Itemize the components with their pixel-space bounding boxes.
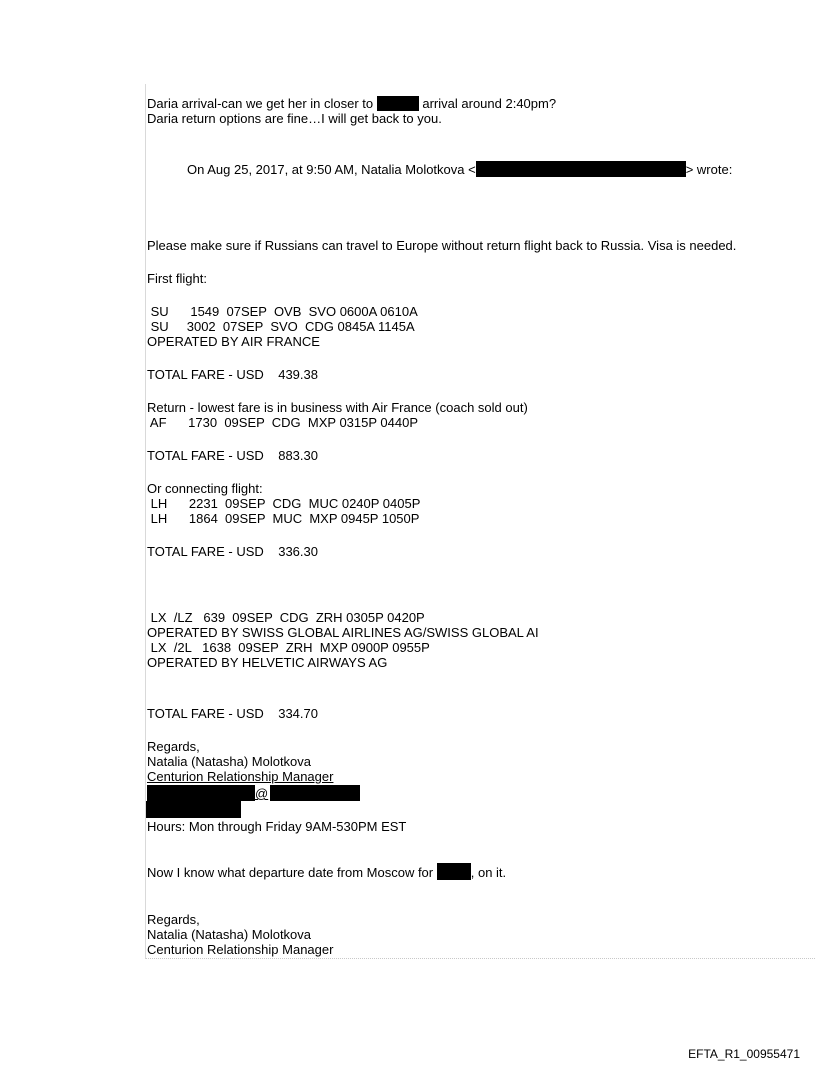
signature-title: Centurion Relationship Manager [147,769,334,784]
signature-regards: Regards, [147,739,200,754]
quote-header [187,161,732,177]
flight-segment: LH 1864 09SEP MUC MXP 0945P 1050P [147,511,420,526]
flight-segment: LH 2231 09SEP CDG MUC 0240P 0405P [147,496,421,511]
redaction-block [270,785,360,801]
email-at-sign: @ [255,786,269,801]
redacted-email-address [476,161,686,177]
signature-regards: Regards, [147,912,200,927]
document-id: EFTA_R1_00955471 [688,1047,800,1061]
operated-by: OPERATED BY AIR FRANCE [147,334,320,349]
redacted-email-line [147,785,360,801]
flight-segment: SU 3002 07SEP SVO CDG 0845A 1145A [147,319,415,334]
redaction-block [146,801,241,818]
departure-note-end: , on it. [470,865,507,880]
quote-header-end: > wrote: [685,162,733,177]
departure-note [147,863,506,880]
flight-segment: SU 1549 07SEP OVB SVO 0600A 0610A [147,304,418,319]
connecting-flight-heading: Or connecting flight: [147,481,263,496]
reply-line-1-start: Daria arrival-can we get her in closer to [147,96,377,111]
flight-segment: LX /2L 1638 09SEP ZRH MXP 0900P 0955P [147,640,430,655]
flight-segment: LX /LZ 639 09SEP CDG ZRH 0305P 0420P [147,610,425,625]
total-fare: TOTAL FARE - USD 334.70 [147,706,318,721]
first-flight-heading: First flight: [147,271,207,286]
visa-note: Please make sure if Russians can travel to Europe without return flight back to Russia. Visa is needed. [147,238,737,253]
signature-name: Natalia (Natasha) Molotkova [147,754,312,769]
reply-line-1 [147,96,556,111]
signature-name: Natalia (Natasha) Molotkova [147,927,312,942]
signature-title: Centurion Relationship Manager [147,942,334,957]
quote-header-start: On Aug 25, 2017, at 9:50 AM, Natalia Molotkova < [187,162,476,177]
total-fare: TOTAL FARE - USD 883.30 [147,448,318,463]
signature-hours: Hours: Mon through Friday 9AM-530PM EST [147,819,407,834]
flight-segment: AF 1730 09SEP CDG MXP 0315P 0440P [147,415,419,430]
total-fare: TOTAL FARE - USD 439.38 [147,367,318,382]
operated-by: OPERATED BY SWISS GLOBAL AIRLINES AG/SWISS GLOBAL AI [147,625,539,640]
redaction-block [437,863,471,880]
total-fare: TOTAL FARE - USD 336.30 [147,544,318,559]
reply-line-1-end: arrival around 2:40pm? [418,96,557,111]
departure-note-start: Now I know what departure date from Moscow for [147,865,437,880]
return-flight-heading: Return - lowest fare is in business with Air France (coach sold out) [147,400,528,415]
reply-line-2: Daria return options are fine…I will get back to you. [147,111,442,126]
redaction-block [147,785,255,801]
redaction-block [377,96,419,111]
operated-by: OPERATED BY HELVETIC AIRWAYS AG [147,655,388,670]
